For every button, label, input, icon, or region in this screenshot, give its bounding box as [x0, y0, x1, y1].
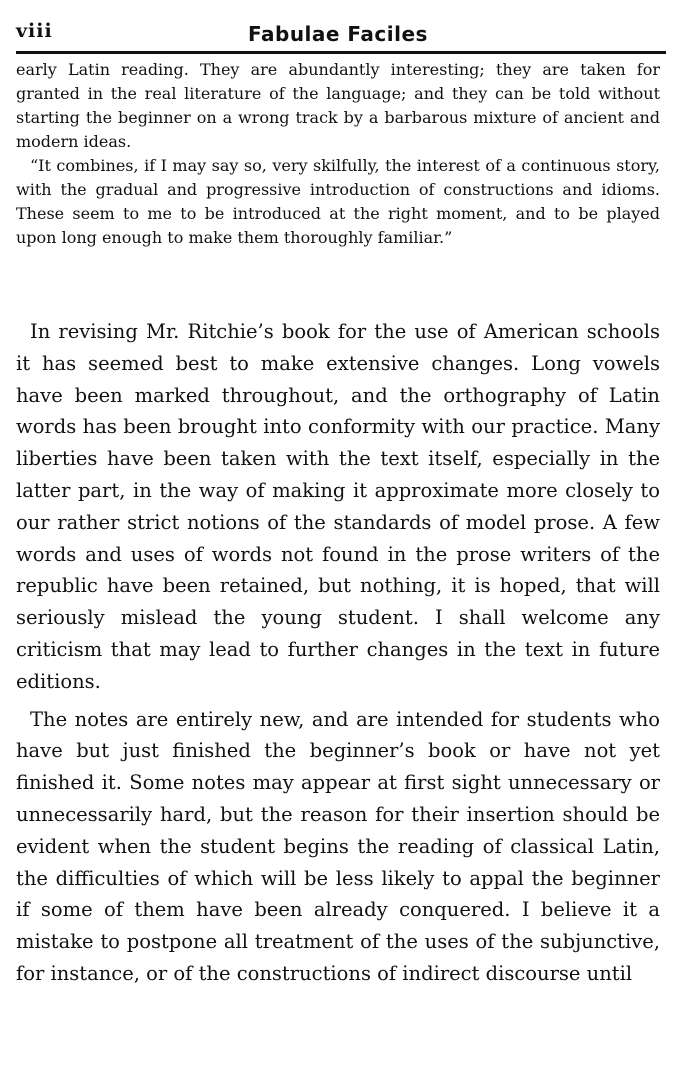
quoted-passage: [16, 58, 660, 250]
page-number: viii: [16, 20, 53, 42]
header-rule: [16, 51, 666, 54]
preface-body: [16, 316, 660, 990]
body-paragraph-2: The notes are entirely new, and are intended for students who have but just finished the beginner’s book or have not yet finished it. Some notes may appear at first sight unnecessary or unnecessarily hard, but the reason for their insertion should be evident when the student begins the reading of classical Latin, the difficulties of which will be less likely to appal the beginner if some of them have been already conquered. I believe it a mistake to postpone all treatment of the uses of the subjunctive, for instance, or of the constructions of indirect discourse until: [16, 707, 660, 985]
body-paragraph-1: In revising Mr. Ritchie’s book for the use of American schools it has seemed best to make extensive changes. Long vowels have been marked throughout, and the orthography of Latin words has been brought into conformity with our practice. Many liberties have been taken with the text itself, especially in the latter part, in the way of making it approximate more closely to our rather strict notions of the standards of model prose. A few words and uses of words not found in the prose writers of the republic have been retained, but nothing, it is hoped, that will seriously mislead the young student. I shall welcome any criticism that may lead to further changes in the text in future editions.: [16, 320, 660, 693]
page-header: [16, 12, 660, 46]
running-title: Fabulae Faciles: [248, 22, 428, 46]
quote-paragraph-1: early Latin reading. They are abundantly interesting; they are taken for granted in the real literature of the language; and they can be told without starting the beginner on a wrong track by a barbarous mixture of ancient and modern ideas.: [16, 60, 660, 151]
quote-paragraph-2: “It combines, if I may say so, very skilfully, the interest of a continuous story, with the gradual and progressive introduction of constructions and idioms. These seem to me to be introduced at the right moment, and to be played upon long enough to make them thoroughly familiar.”: [16, 156, 660, 247]
book-page: [16, 0, 660, 1068]
